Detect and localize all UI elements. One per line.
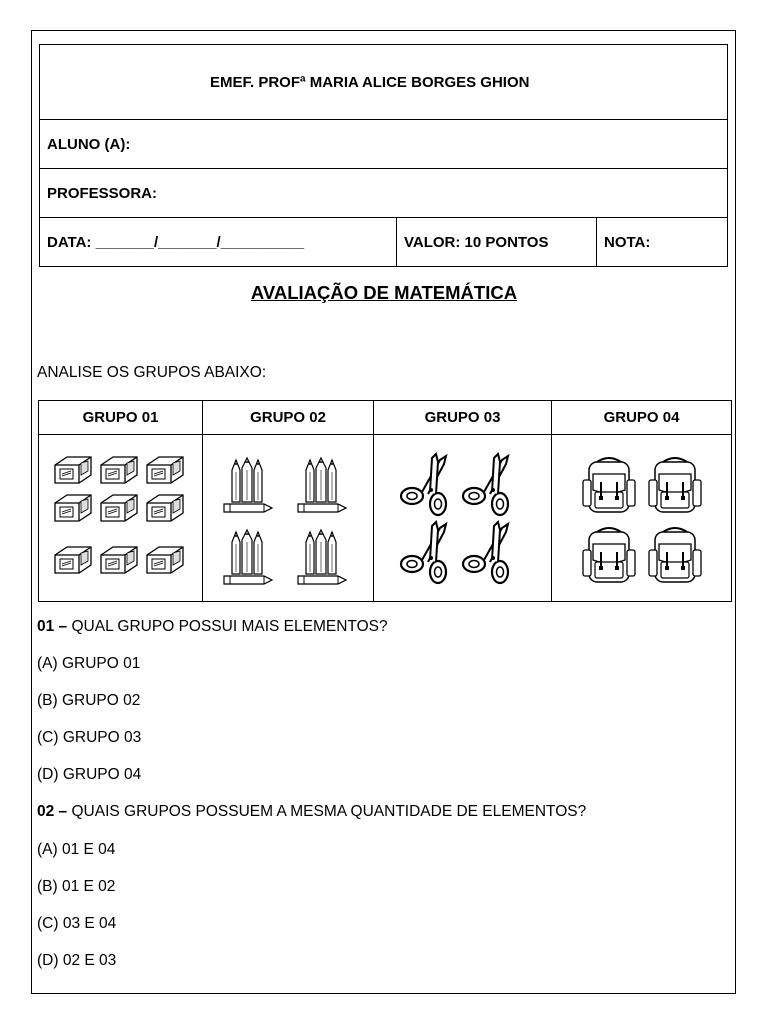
question-02 [37, 803, 586, 821]
student-field: ALUNO (A): [40, 120, 728, 169]
question-01-option-d[interactable]: (D) GRUPO 04 [37, 766, 142, 783]
question-02-number: 02 – [37, 803, 68, 820]
pencil-sharpener-icon [51, 453, 191, 583]
question-02-text: QUAIS GRUPOS POSSUEM A MESMA QUANTIDADE DE ELEMENTOS? [67, 803, 587, 820]
question-02-option-c[interactable]: (C) 03 E 04 [37, 915, 117, 932]
question-01 [37, 618, 388, 636]
group-01-label: GRUPO 01 [39, 401, 203, 435]
page-title: AVALIAÇÃO DE MATEMÁTICA [250, 282, 518, 303]
group-02-images [203, 435, 374, 602]
question-01-option-b[interactable]: (B) GRUPO 02 [37, 692, 141, 709]
school-name: EMEF. PROFª MARIA ALICE BORGES GHION [40, 45, 728, 120]
question-02-option-d[interactable]: (D) 02 E 03 [37, 952, 117, 969]
value-field: VALOR: 10 PONTOS [397, 218, 597, 267]
group-01-images [39, 435, 203, 602]
group-03-images [374, 435, 552, 602]
grade-field: NOTA: [597, 218, 728, 267]
group-04-images [552, 435, 732, 602]
question-01-number: 01 – [37, 618, 68, 635]
question-01-text: QUAL GRUPO POSSUI MAIS ELEMENTOS? [67, 618, 388, 635]
scissors-icon [398, 448, 528, 588]
question-01-option-a[interactable]: (A) GRUPO 01 [37, 655, 141, 672]
groups-table [38, 400, 732, 602]
question-02-option-b[interactable]: (B) 01 E 02 [37, 878, 116, 895]
intro-text: ANALISE OS GRUPOS ABAIXO: [37, 364, 267, 381]
question-02-option-a[interactable]: (A) 01 E 04 [37, 841, 116, 858]
question-01-option-c[interactable]: (C) GRUPO 03 [37, 729, 142, 746]
header-table [39, 44, 728, 267]
group-04-label: GRUPO 04 [552, 401, 732, 435]
date-field: DATA: _______/_______/__________ [40, 218, 397, 267]
group-03-label: GRUPO 03 [374, 401, 552, 435]
teacher-field: PROFESSORA: [40, 169, 728, 218]
group-02-label: GRUPO 02 [203, 401, 374, 435]
backpack-icon [577, 448, 707, 588]
colored-pencils-icon [218, 448, 358, 588]
